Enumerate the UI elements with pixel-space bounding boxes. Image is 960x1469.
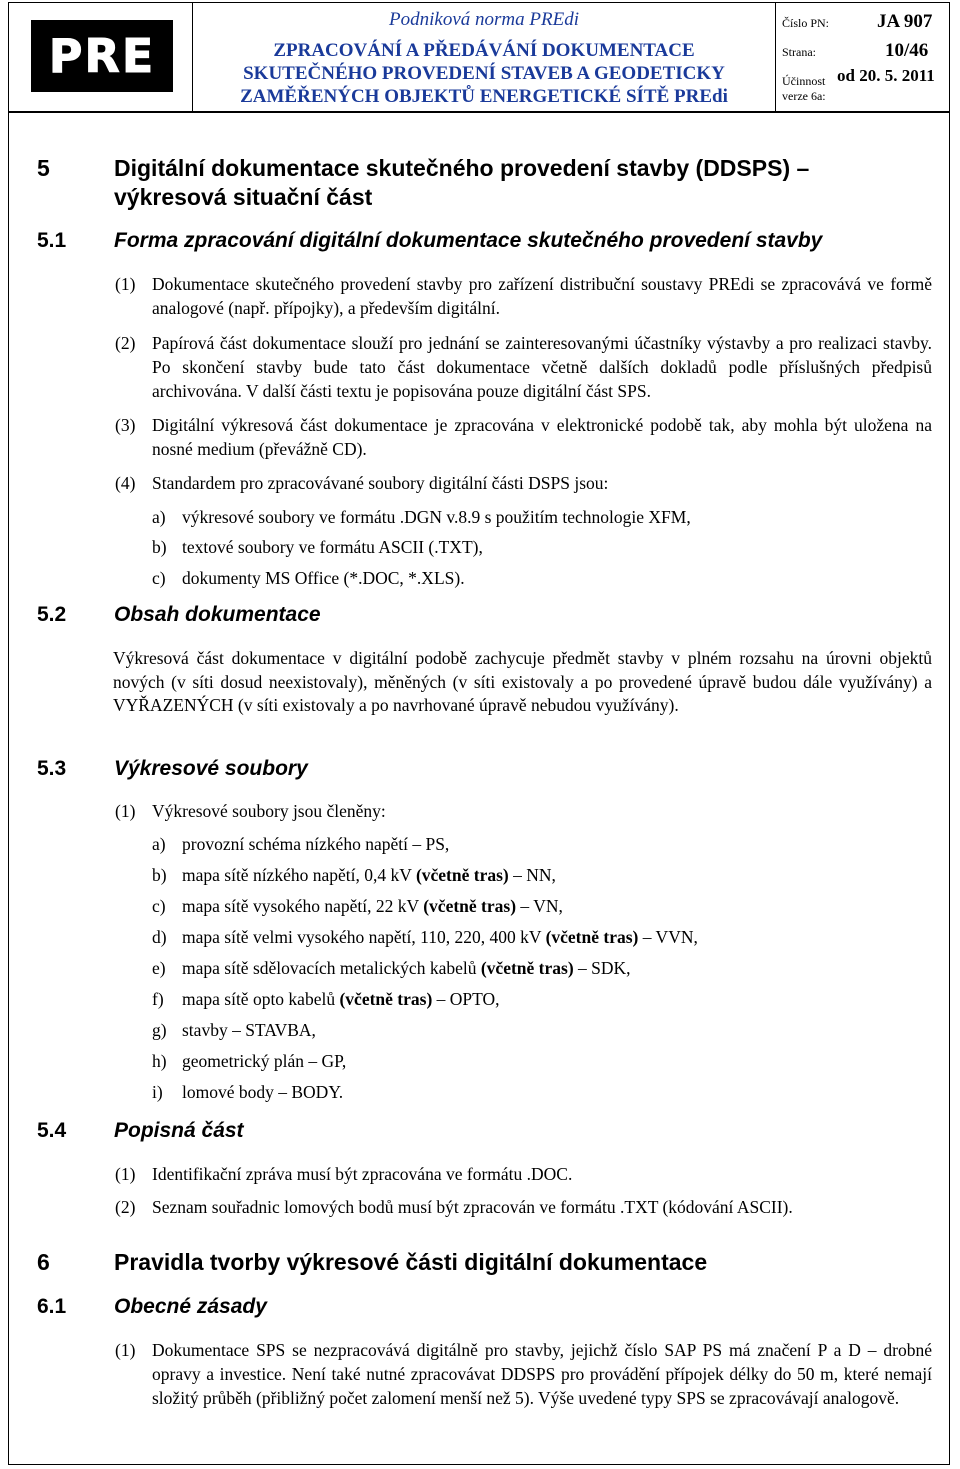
para-number: (1) (115, 801, 136, 821)
list-item: f) mapa sítě opto kabelů (včetně tras) – OPTO, (152, 989, 500, 1009)
cislo-value: JA 907 (877, 11, 933, 32)
section-5-3-heading (37, 757, 937, 785)
section-5-4-heading (37, 1119, 937, 1147)
list-item: d) mapa sítě velmi vysokého napětí, 110, 220, 400 kV (včetně tras) – VVN, (152, 927, 698, 947)
document-header (9, 3, 949, 113)
list-item: b) textové soubory ve formátu ASCII (.TXT), (152, 537, 483, 557)
list-item: c) mapa sítě vysokého napětí, 22 kV (včetně tras) – VN, (152, 896, 563, 916)
section-6-heading (37, 1248, 937, 1278)
section-6-1-heading (37, 1295, 937, 1323)
para-number: (1) (115, 274, 136, 294)
cislo-label: Číslo PN: (782, 16, 830, 30)
paragraph: Dokumentace SPS se nezpracovává digitálně pro stavby, jejichž číslo SAP PS má značení P a D – drobné opravy a investice. Není také nutné zpracovávat DDSPS pro provádění přípojek délky do 50 m, které nemají složitý průběh (přibližný počet zalomení menší než 5). Výše uvedené typy SPS se zpracovávají analogově. (152, 1340, 932, 1408)
section-5-2-heading (37, 603, 937, 631)
meta-verze (782, 87, 947, 107)
section-number: 5.4 (37, 1119, 67, 1142)
section-number: 5.2 (37, 603, 67, 626)
section-number: 5.3 (37, 757, 67, 780)
page-border (8, 2, 950, 1465)
logo-cell (9, 3, 193, 111)
para-number: (4) (115, 473, 136, 493)
strana-label: Strana: (782, 45, 816, 59)
paragraph: Seznam souřadnic lomových bodů musí být zpracován ve formátu .TXT (kódování ASCII). (152, 1197, 793, 1217)
section-title: Pravidla tvorby výkresové části digitální dokumentace (114, 1249, 708, 1275)
section-5-1-heading (37, 229, 937, 257)
section-number: 6 (37, 1249, 50, 1275)
title-line-1: ZPRACOVÁNÍ A PŘEDÁVÁNÍ DOKUMENTACE (273, 40, 695, 61)
list-item: h) geometrický plán – GP, (152, 1051, 347, 1071)
para-number: (3) (115, 415, 136, 435)
strana-value: 10/46 (885, 40, 929, 61)
section-number: 6.1 (37, 1295, 67, 1318)
para-number: (2) (115, 333, 136, 353)
pre-logo (31, 20, 173, 92)
ucinnost-value: od 20. 5. 2011 (837, 66, 935, 85)
para-number: (1) (115, 1164, 136, 1184)
list-item: b) mapa sítě nízkého napětí, 0,4 kV (včetně tras) – NN, (152, 865, 556, 885)
section-title-line-2: výkresová situační část (114, 184, 373, 210)
logo-text: PRE (48, 29, 156, 83)
section-5-heading (37, 154, 937, 214)
paragraph: Výkresové soubory jsou členěny: (152, 801, 386, 821)
ucinnost-label: Účinnost (782, 74, 826, 88)
paragraph: Identifikační zpráva musí být zpracována ve formátu .DOC. (152, 1164, 573, 1184)
section-title: Popisná část (114, 1119, 244, 1142)
paragraph: Dokumentace skutečného provedení stavby pro zařízení distribuční soustavy PREdi se zpracovává ve formě analogové (např. přípojky), a především digitální. (152, 274, 932, 318)
paragraph: Standardem pro zpracovávané soubory digitální části DSPS jsou: (152, 473, 609, 493)
section-title-line-1: Digitální dokumentace skutečného provedení stavby (DDSPS) – (114, 155, 810, 181)
verze-label: verze 6a: (782, 89, 826, 103)
section-title: Forma zpracování digitální dokumentace skutečného provedení stavby (114, 229, 823, 252)
paragraph: Papírová část dokumentace slouží pro jednání se zainteresovanými účastníky výstavby a pro realizaci stavby. Po skončení stavby bude tato část dokumentace včetně dalších dokladů podle příslušných předpisů archivována. V další části textu je popisována pouze digitální část SPS. (152, 333, 932, 401)
meta-strana (782, 40, 947, 66)
list-item: a) provozní schéma nízkého napětí – PS, (152, 834, 450, 854)
header-title-cell (193, 3, 776, 111)
paragraph: Výkresová část dokumentace v digitální podobě zachycuje předmět stavby v plném rozsahu na úrovni objektů nových (v síti dosud neexistovaly), měněných (v síti existovaly a po provedené úpravě budou dále využívány) a VYŘAZENÝCH (v síti existovaly a po navrhované úpravě nebudou využívány). (113, 648, 932, 715)
header-meta (776, 3, 949, 111)
meta-cislo (782, 11, 947, 41)
section-number: 5 (37, 155, 50, 181)
para-number: (1) (115, 1340, 136, 1360)
section-title (114, 154, 934, 212)
norm-name: Podniková norma PREdi (389, 9, 579, 30)
title-line-2: SKUTEČNÉHO PROVEDENÍ STAVEB A GEODETICKY (243, 63, 725, 84)
para-number: (2) (115, 1197, 136, 1217)
list-item: c) dokumenty MS Office (*.DOC, *.XLS). (152, 568, 465, 588)
section-number: 5.1 (37, 229, 67, 252)
list-item: g) stavby – STAVBA, (152, 1020, 316, 1040)
list-item: i) lomové body – BODY. (152, 1082, 344, 1102)
section-title: Obsah dokumentace (114, 603, 321, 626)
paragraph: Digitální výkresová část dokumentace je zpracována v elektronické podobě tak, aby mohla být uložena na nosné medium (převážně CD). (152, 415, 932, 459)
list-item: a) výkresové soubory ve formátu .DGN v.8.9 s použitím technologie XFM, (152, 507, 691, 527)
list-item: e) mapa sítě sdělovacích metalických kabelů (včetně tras) – SDK, (152, 958, 631, 978)
section-title: Výkresové soubory (114, 757, 308, 780)
title-line-3: ZAMĚŘENÝCH OBJEKTŮ ENERGETICKÉ SÍTĚ PREdi (240, 86, 728, 107)
document-title (193, 39, 775, 108)
section-title: Obecné zásady (114, 1295, 267, 1318)
